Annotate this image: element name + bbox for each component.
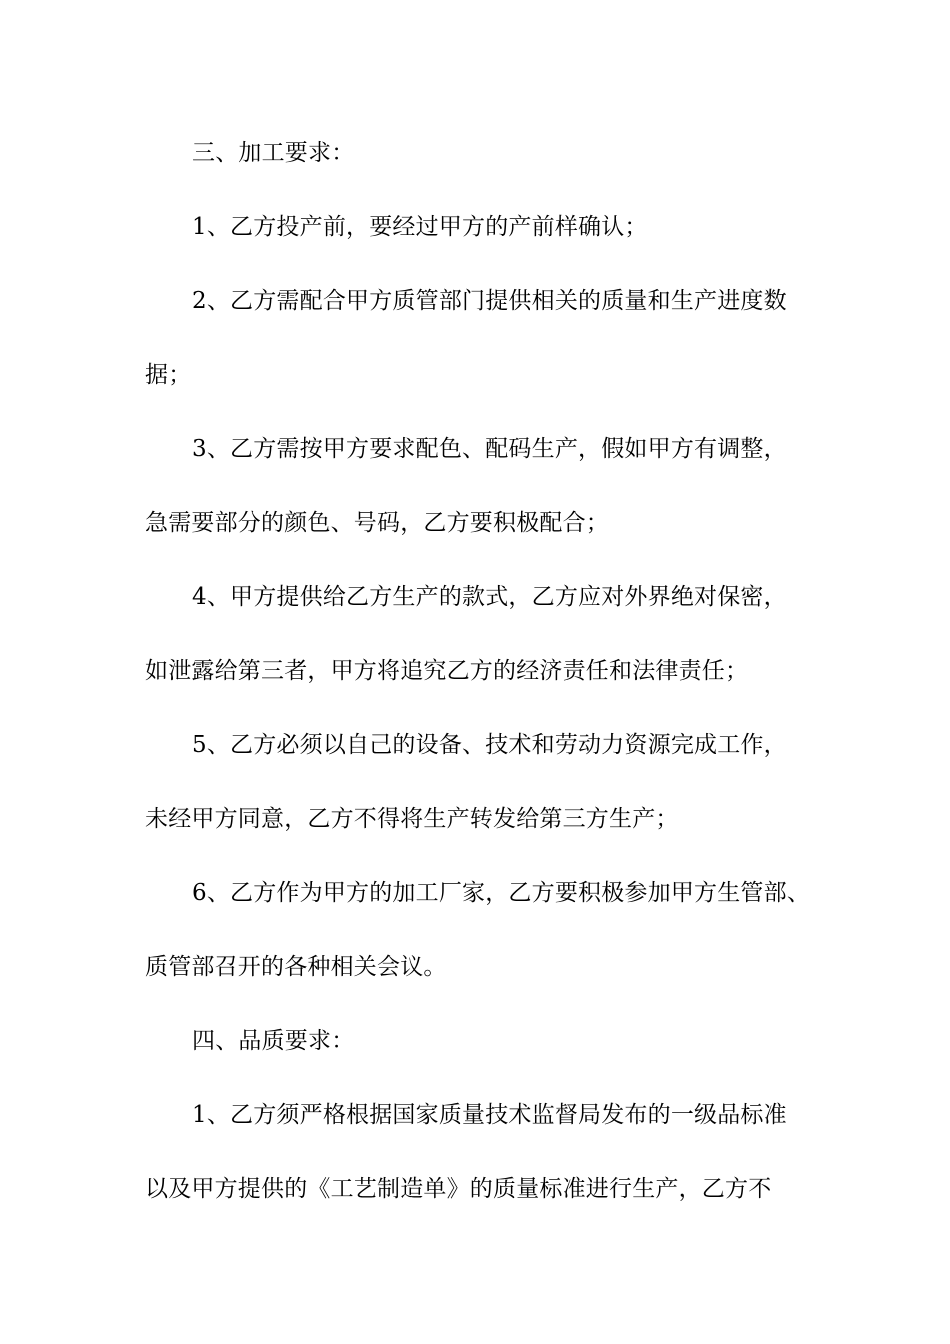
paragraph-line: 4、甲方提供给乙方生产的款式，乙方应对外界绝对保密， — [192, 584, 787, 610]
paragraph-line: 未经甲方同意，乙方不得将生产转发给第三方生产； — [145, 806, 679, 832]
paragraph-line: 2、乙方需配合甲方质管部门提供相关的质量和生产进度数 — [192, 288, 787, 314]
paragraph-line: 3、乙方需按甲方要求配色、配码生产，假如甲方有调整， — [192, 436, 787, 462]
paragraph-line: 如泄露给第三者，甲方将追究乙方的经济责任和法律责任； — [145, 658, 749, 684]
paragraph-line: 急需要部分的颜色、号码，乙方要积极配合； — [145, 510, 609, 536]
paragraph-line: 1、乙方投产前，要经过甲方的产前样确认； — [192, 214, 648, 240]
paragraph-line: 6、乙方作为甲方的加工厂家，乙方要积极参加甲方生管部、 — [192, 880, 811, 906]
paragraph-line: 质管部召开的各种相关会议。 — [145, 954, 447, 980]
paragraph-line: 5、乙方必须以自己的设备、技术和劳动力资源完成工作， — [192, 732, 787, 758]
paragraph-line: 以及甲方提供的《工艺制造单》的质量标准进行生产，乙方不 — [145, 1176, 772, 1202]
section-heading-quality: 四、品质要求： — [192, 1028, 355, 1054]
paragraph-line: 1、乙方须严格根据国家质量技术监督局发布的一级品标准 — [192, 1102, 787, 1128]
section-heading-processing: 三、加工要求： — [192, 140, 355, 166]
paragraph-line: 据； — [145, 362, 192, 388]
